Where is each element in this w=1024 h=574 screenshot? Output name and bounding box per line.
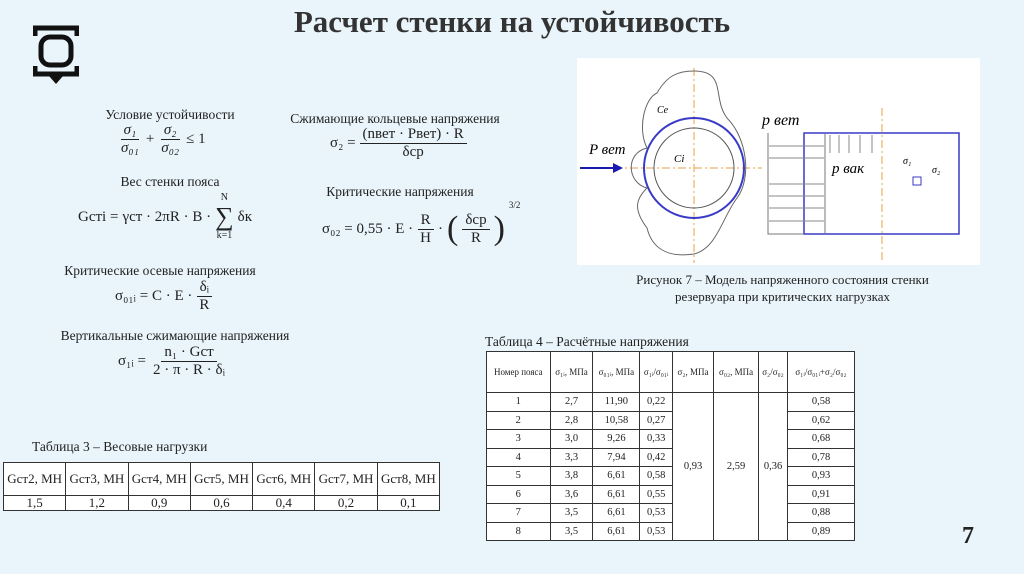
num: n₁ · Gст bbox=[161, 344, 216, 362]
table-cell: σ₂/σ₀₂ bbox=[759, 352, 788, 393]
table-cell: Gст8, МН bbox=[377, 463, 439, 496]
stability-label: Условие устойчивости bbox=[105, 107, 235, 122]
table-cell: 0,1 bbox=[377, 496, 439, 511]
table-cell: 2,7 bbox=[550, 393, 593, 412]
table-cell: 9,26 bbox=[593, 430, 640, 449]
table-cell: 3,8 bbox=[550, 467, 593, 486]
table-cell: σ₀₂, МПа bbox=[714, 352, 759, 393]
stress-table bbox=[486, 351, 855, 541]
table-cell: 3,5 bbox=[550, 522, 593, 541]
table-cell: Номер пояса bbox=[487, 352, 551, 393]
table-cell: 4 bbox=[487, 448, 551, 467]
table-cell: 0,4 bbox=[253, 496, 315, 511]
table-row bbox=[487, 485, 855, 504]
table-cell: 0,88 bbox=[788, 504, 855, 523]
lhs: σ₂ = bbox=[330, 135, 356, 151]
table-cell: 6,61 bbox=[593, 485, 640, 504]
lhs: σ₁ᵢ = bbox=[118, 353, 146, 369]
table-cell: σ₁ᵢ, МПа bbox=[550, 352, 593, 393]
table-cell: 2,8 bbox=[550, 411, 593, 430]
critical-formula: σ₀₂ = 0,55 · E · $\frac{R}{H}$ · ( δср R ) 3/2 bbox=[322, 200, 521, 247]
table-cell: Gст2, МН bbox=[4, 463, 66, 496]
table-cell: 5 bbox=[487, 467, 551, 486]
table-cell: 3,0 bbox=[550, 430, 593, 449]
table-cell: 7 bbox=[487, 504, 551, 523]
ci-label: Ci bbox=[674, 153, 685, 165]
slide-title: Расчет стенки на устойчивость bbox=[293, 4, 731, 39]
weight-formula bbox=[78, 192, 252, 242]
vertical-formula bbox=[118, 344, 228, 379]
table-row bbox=[487, 467, 855, 486]
table-row bbox=[487, 430, 855, 449]
table-cell: 1 bbox=[487, 393, 551, 412]
ce-label: Cе bbox=[657, 105, 669, 116]
table-cell: Gст3, МН bbox=[66, 463, 128, 496]
table-row bbox=[487, 522, 855, 541]
mid: γст · 2πR · B · bbox=[122, 208, 212, 225]
sum-bottom: k=1 bbox=[216, 230, 233, 241]
table-cell: 6,61 bbox=[593, 522, 640, 541]
den: σ₀₂ bbox=[161, 140, 180, 156]
lhs: σ₀₂ = 0,55 · E · bbox=[322, 220, 414, 237]
table-cell: 1,2 bbox=[66, 496, 128, 511]
p-vak-label: p вак bbox=[832, 161, 865, 177]
table-cell: 0,53 bbox=[640, 504, 673, 523]
table-cell: 1,5 bbox=[4, 496, 66, 511]
table-row bbox=[487, 411, 855, 430]
stress-model-figure bbox=[577, 58, 980, 265]
table-cell: 3,6 bbox=[550, 485, 593, 504]
table-cell: σ₂, МПа bbox=[673, 352, 714, 393]
table-row bbox=[4, 496, 440, 511]
ring-label: Сжимающие кольцевые напряжения bbox=[290, 111, 500, 126]
table-cell: 8 bbox=[487, 522, 551, 541]
table-cell: 0,89 bbox=[788, 522, 855, 541]
exponent: 3/2 bbox=[508, 200, 521, 210]
table-cell: 0,9 bbox=[128, 496, 190, 511]
table-cell: 0,36 bbox=[759, 393, 788, 541]
table-cell: 0,22 bbox=[640, 393, 673, 412]
table-cell: 6 bbox=[487, 485, 551, 504]
table-cell: 0,58 bbox=[640, 467, 673, 486]
num: R bbox=[418, 212, 434, 230]
table-cell: 0,27 bbox=[640, 411, 673, 430]
table-cell: σ₀₁ᵢ, МПа bbox=[593, 352, 640, 393]
table-cell: Gст6, МН bbox=[253, 463, 315, 496]
stability-formula bbox=[118, 122, 206, 157]
p-vet-right-label: p вет bbox=[762, 112, 800, 129]
table-cell: 0,2 bbox=[315, 496, 377, 511]
p-vet-left-label: P вет bbox=[589, 142, 626, 158]
vertical-label: Вертикальные сжимающие напряжения bbox=[60, 328, 290, 343]
table-cell: 0,42 bbox=[640, 448, 673, 467]
table-cell: 0,62 bbox=[788, 411, 855, 430]
weight-label: Вес стенки пояса bbox=[120, 174, 220, 189]
den: σ₀₁ bbox=[121, 140, 139, 156]
table-cell: 6,61 bbox=[593, 504, 640, 523]
table-cell: 6,61 bbox=[593, 467, 640, 486]
table-cell: 0,68 bbox=[788, 430, 855, 449]
page-number: 7 bbox=[962, 523, 974, 549]
num: δср bbox=[462, 212, 489, 230]
ring-formula bbox=[330, 126, 467, 161]
num: σ₁ bbox=[121, 122, 140, 140]
table-cell: 0,33 bbox=[640, 430, 673, 449]
sum-top: N bbox=[220, 192, 228, 203]
table-cell: 0,93 bbox=[788, 467, 855, 486]
table4-caption: Таблица 4 – Расчётные напряжения bbox=[485, 334, 689, 349]
critical-label: Критические напряжения bbox=[326, 184, 474, 199]
lhs: σ₀₁ᵢ = C · E · bbox=[115, 288, 193, 304]
table-cell: Gст5, МН bbox=[190, 463, 252, 496]
table-cell: σ₁ᵢ/σ₀₁ᵢ bbox=[640, 352, 673, 393]
table-row bbox=[4, 463, 440, 496]
den: R bbox=[199, 297, 210, 313]
sigma1-label: σ₁ bbox=[903, 156, 912, 167]
table-cell: 7,94 bbox=[593, 448, 640, 467]
num: δᵢ bbox=[197, 279, 213, 297]
table-cell: 3,5 bbox=[550, 504, 593, 523]
table-row bbox=[487, 352, 855, 393]
table-cell: 0,58 bbox=[788, 393, 855, 412]
table-cell: 0,91 bbox=[788, 485, 855, 504]
table-cell: 3,3 bbox=[550, 448, 593, 467]
den: H bbox=[420, 229, 432, 246]
num: (nвет · Pвет) · R bbox=[360, 126, 467, 144]
table-cell: 2,59 bbox=[714, 393, 759, 541]
table-cell: 11,90 bbox=[593, 393, 640, 412]
rhs: ≤ 1 bbox=[186, 131, 206, 147]
table-cell: σ₁ᵢ/σ₀₁ᵢ+σ₂/σ₀₂ bbox=[788, 352, 855, 393]
den: R bbox=[470, 229, 481, 246]
table-cell: 0,93 bbox=[673, 393, 714, 541]
sigma2-label: σ₂ bbox=[932, 165, 941, 176]
axial-formula bbox=[115, 279, 212, 314]
sum-sign: ∑ bbox=[215, 202, 234, 231]
logo-icon bbox=[33, 24, 79, 86]
table-cell: 3 bbox=[487, 430, 551, 449]
table-cell: 0,53 bbox=[640, 522, 673, 541]
table-row bbox=[487, 448, 855, 467]
table-cell: 0,6 bbox=[190, 496, 252, 511]
table-row bbox=[487, 504, 855, 523]
table-cell: Gст7, МН bbox=[315, 463, 377, 496]
axial-label: Критические осевые напряжения bbox=[64, 263, 256, 278]
dot: · bbox=[438, 220, 444, 237]
figure-caption: Рисунок 7 – Модель напряженного состояния стенки резервуара при критических нагрузках bbox=[636, 272, 929, 304]
lhs: Gсті = bbox=[78, 208, 119, 225]
table-cell: 10,58 bbox=[593, 411, 640, 430]
num: σ₂ bbox=[161, 122, 180, 140]
table-cell: 0,55 bbox=[640, 485, 673, 504]
den: δср bbox=[402, 144, 424, 160]
table-cell: Gст4, МН bbox=[128, 463, 190, 496]
tail: δк bbox=[237, 208, 253, 225]
table3-caption: Таблица 3 – Весовые нагрузки bbox=[32, 439, 208, 454]
weight-table bbox=[3, 462, 440, 511]
table-row bbox=[487, 393, 855, 412]
plus: + bbox=[145, 131, 155, 147]
table-cell: 2 bbox=[487, 411, 551, 430]
den: 2 · π · R · δᵢ bbox=[152, 362, 226, 378]
table-cell: 0,78 bbox=[788, 448, 855, 467]
